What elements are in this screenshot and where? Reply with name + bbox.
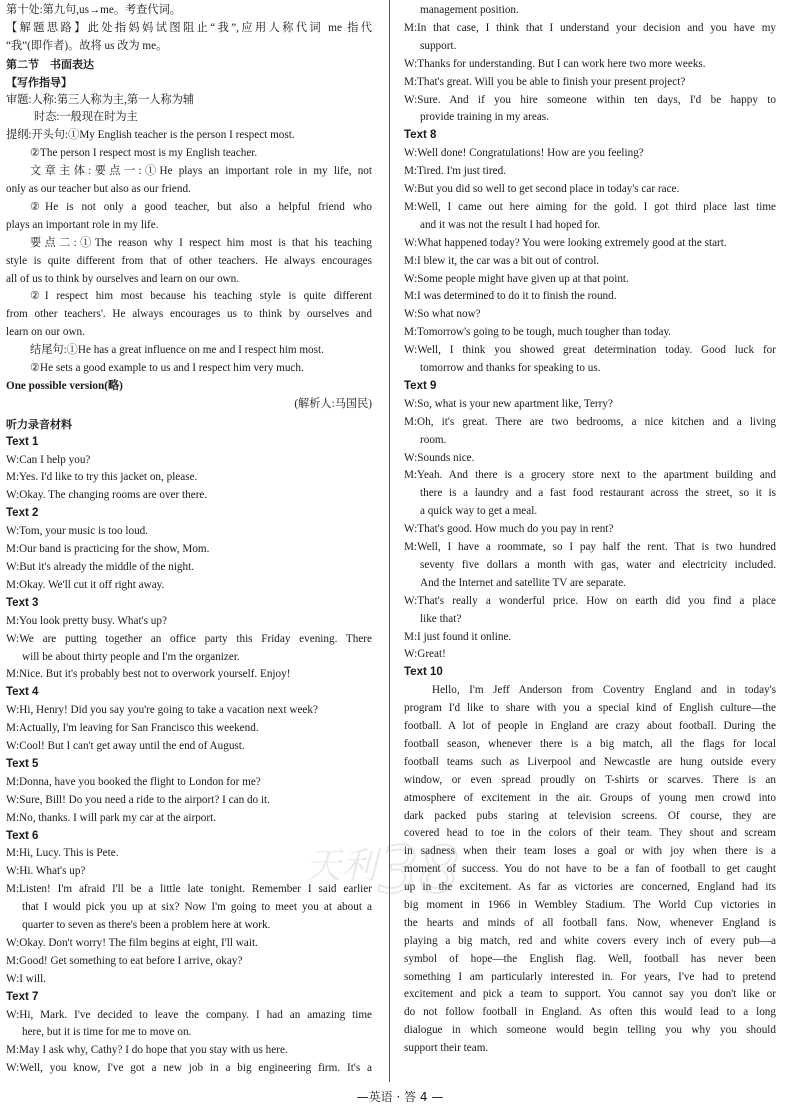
text-line: 审题:人称:第三人称为主,第一人称为辅 xyxy=(6,93,195,106)
text-line: excitement and pick a team to support. You cannot say you don't like or xyxy=(404,988,776,1001)
text-line: M:That's great. Will you be able to finish your present project? xyxy=(404,75,686,88)
text-line: in sadness when their team loses a goal or with joy when there is a xyxy=(404,845,776,858)
right-column xyxy=(404,2,776,1058)
section-heading: Text 8 xyxy=(404,129,437,142)
text-line: M:Actually, I'm leaving for San Francisco this weekend. xyxy=(6,722,259,735)
text-line: M:May I ask why, Cathy? I do hope that you stay with us here. xyxy=(6,1044,288,1057)
text-line: W:That's really a wonderful price. How on earth did you find a place xyxy=(404,594,776,607)
text-line: here, but it is time for me to move on. xyxy=(22,1026,192,1039)
text-line: M:In that case, I think that I understand your decision and you have my xyxy=(404,21,776,34)
text-line: W:So what now? xyxy=(404,308,481,321)
text-line: W:Okay. The changing rooms are over there. xyxy=(6,489,208,502)
section-heading: 听力录音材料 xyxy=(6,417,72,431)
text-line: W:Hi, Mark. I've decided to leave the company. I had an amazing time xyxy=(6,1008,372,1021)
text-line: style is quite different from that of other teachers. He always encourages xyxy=(6,254,372,267)
section-heading: Text 5 xyxy=(6,757,39,770)
text-line: that I would pick you up at six? Now I'm going to meet you at about a xyxy=(22,901,372,914)
text-line: from other teachers'. He always encourages us to think by ourselves and xyxy=(6,308,372,321)
section-heading: Text 2 xyxy=(6,507,39,520)
text-line: M:Oh, it's great. There are two bedrooms, a nice kitchen and a living xyxy=(404,415,776,428)
text-line: atmosphere of excitement in the air. Groups of young men crowd into xyxy=(404,791,776,804)
text-line: M:Listen! I'm afraid I'll be a little late tonight. Remember I said earlier xyxy=(6,883,372,896)
text-line: up in the excitement. As far as victories are concerned, England had its xyxy=(404,881,776,894)
section-heading: 【写作指导】 xyxy=(6,75,72,89)
section-heading: Text 3 xyxy=(6,596,39,609)
text-line: 结尾句:①He has a great influence on me and I respect him most. xyxy=(30,344,324,357)
left-column xyxy=(6,2,372,1078)
text-line: do not follow football in England. As often this would lead to a long xyxy=(404,1006,776,1019)
text-line: W:Thanks for understanding. But I can work here two more weeks. xyxy=(404,57,706,70)
text-line: only as our teacher but also as our friend. xyxy=(6,183,191,196)
section-heading: Text 6 xyxy=(6,829,39,842)
text-line: M:Okay. We'll cut it off right away. xyxy=(6,578,165,591)
text-line: 时态:一般现在时为主 xyxy=(34,111,138,124)
text-line: ②The person I respect most is my English teacher. xyxy=(30,147,258,160)
text-line: ②He sets a good example to us and I respect him very much. xyxy=(30,362,304,375)
text-line: learn on our own. xyxy=(6,326,85,339)
text-line: (解析人:马国民) xyxy=(294,397,372,410)
section-heading: Text 9 xyxy=(404,379,437,392)
text-line: support. xyxy=(420,39,457,52)
text-line: 文章主体:要点一:①He plays an important role in my life, not xyxy=(30,165,372,178)
text-line: W:That's good. How much do you pay in rent? xyxy=(404,523,614,536)
text-line: plays an important role in my life. xyxy=(6,218,159,231)
text-line: M:I was determined to do it to finish the round. xyxy=(404,290,617,303)
section-heading: Text 10 xyxy=(404,666,443,679)
text-line: W:I will. xyxy=(6,972,46,985)
section-heading: Text 4 xyxy=(6,686,39,699)
text-line: W:But it's already the middle of the night. xyxy=(6,560,195,573)
text-line: W:Sure, Bill! Do you need a ride to the airport? I can do it. xyxy=(6,793,270,806)
text-line: M:Well, I have a roommate, so I pay half the rent. That is two hundred xyxy=(404,541,776,554)
text-line: M:Hi, Lucy. This is Pete. xyxy=(6,847,119,860)
text-line: M:I blew it, the car was a bit out of control. xyxy=(404,254,600,267)
text-line: W:But you did so well to get second place in today's car race. xyxy=(404,183,680,196)
text-line: W:What happened today? You were looking extremely good at the start. xyxy=(404,236,727,249)
text-line: 【解题思路】此处指妈妈试图阻止“我”,应用人称代词 me 指代 xyxy=(6,21,372,34)
watermark-text: 天利 xyxy=(305,846,378,887)
text-line: M:Well, I came out here aiming for the gold. I got third place last time xyxy=(404,200,776,213)
text-line: 要点二:①The reason why I respect him most is that his teaching xyxy=(30,236,372,249)
text-line: something I am particularly interested in. For years, I've had to pretend xyxy=(404,970,776,983)
text-line: all of us to think by ourselves and learn on our own. xyxy=(6,272,240,285)
text-line: playing a big match, red and white covers every inch of every pub—a xyxy=(404,934,776,947)
text-line: management position. xyxy=(420,4,519,16)
text-line: M:Nice. But it's probably best not to overwork yourself. Enjoy! xyxy=(6,668,291,681)
text-line: W:Sounds nice. xyxy=(404,451,475,464)
text-line: provide training in my areas. xyxy=(420,111,549,124)
text-line: and it was not the result I had hoped for. xyxy=(420,218,601,231)
text-line: room. xyxy=(420,433,447,446)
text-line: window, or even spread proudly on T-shirts or scarves. There is an xyxy=(404,773,776,786)
text-line: ②I respect him most because his teaching style is quite different xyxy=(30,290,372,303)
text-line: W:Hi, Henry! Did you say you're going to take a vacation next week? xyxy=(6,704,318,717)
text-line: covered head to toe in the colors of their team. They shout and scream xyxy=(404,827,776,840)
page-footer: —英语 · 答 4 — xyxy=(356,1090,444,1104)
text-line: W:Sure. And if you hire someone within ten days, I'd be happy to xyxy=(404,93,776,106)
text-line: W:Okay. Don't worry! The film begins at eight, I'll wait. xyxy=(6,936,258,949)
text-line: M:You look pretty busy. What's up? xyxy=(6,614,167,627)
text-line: moment of success. You do not have to be a fan of football to get caught xyxy=(404,863,776,876)
text-line: support their team. xyxy=(404,1042,489,1055)
text-line: program I'd like to share with you a special kind of English culture—the xyxy=(404,702,776,715)
text-line: 第十处:第九句,us→me。考查代词。 xyxy=(6,4,181,16)
text-line: big moment in 1966 in Wembley Stadium. The World Cup victories in xyxy=(404,898,776,911)
text-line: the hearts and minds of all football fans. Now, whenever England is xyxy=(404,916,776,929)
text-line: seventy five dollars a month with gas, water and electricity included. xyxy=(420,558,776,571)
text-line: Hello, I'm Jeff Anderson from Coventry England and in today's xyxy=(432,684,776,697)
text-line: W:Some people might have given up at that point. xyxy=(404,272,629,285)
text-line: W:Well, I think you showed great determination today. Good luck for xyxy=(404,344,776,357)
text-line: M:Yeah. And there is a grocery store next to the apartment building and xyxy=(404,469,776,482)
text-line: M:I just found it online. xyxy=(404,630,512,643)
text-line: will be about thirty people and I'm the organizer. xyxy=(22,650,240,663)
text-line: football teams such as Liverpool and Newcastle are hung outside every xyxy=(404,755,776,768)
text-line: W:Hi. What's up? xyxy=(6,865,86,878)
text-line: 提纲:开头句:①My English teacher is the person I respect most. xyxy=(6,129,295,142)
text-line: W:Great! xyxy=(404,648,446,661)
text-line: W:Well, you know, I've got a new job in a big engineering firm. It's a xyxy=(6,1062,372,1075)
text-line: W:Cool! But I can't get away until the end of August. xyxy=(6,740,245,753)
text-line: M:Our band is practicing for the show, Mom. xyxy=(6,543,210,556)
text-line: And the Internet and satellite TV are separate. xyxy=(420,576,626,589)
text-line: M:Tired. I'm just tired. xyxy=(404,165,506,178)
text-line: football season, whenever there is a big match, all the flags for local xyxy=(404,737,776,750)
section-heading: Text 1 xyxy=(6,435,39,448)
text-line: W:We are putting together an office party this Friday evening. There xyxy=(6,632,372,645)
text-line: football. A lot of people in England are crazy about football. During the xyxy=(404,720,776,733)
text-line: a quick way to get a meal. xyxy=(420,505,538,518)
section-heading: Text 7 xyxy=(6,990,39,1003)
watermark-number: 38 xyxy=(378,834,460,908)
text-line: there is a laundry and a fast food restaurant across the street, so it is xyxy=(420,487,776,500)
text-line: “我”(即作者)。故将 us 改为 me。 xyxy=(6,39,168,52)
text-line: ②He is not only a good teacher, but also a helpful friend who xyxy=(30,200,372,213)
text-line: tomorrow and thanks for speaking to us. xyxy=(420,362,601,375)
text-line: W:Tom, your music is too loud. xyxy=(6,525,149,538)
section-heading: 第二节 书面表达 xyxy=(6,57,94,71)
text-line: dialogue in which someone would begin telling you why you should xyxy=(404,1024,776,1037)
text-line: One possible version(略) xyxy=(6,379,123,392)
text-line: quarter to seven as there's been a problem here at work. xyxy=(22,919,271,932)
text-line: M:Donna, have you booked the flight to London for me? xyxy=(6,775,261,788)
text-line: W:So, what is your new apartment like, Terry? xyxy=(404,397,613,410)
text-line: dark packed pubs staring at television screens. Of course, they are xyxy=(404,809,776,822)
text-line: symbol of hope—the English flag. Well, football has never been xyxy=(404,952,776,965)
text-line: W:Can I help you? xyxy=(6,453,91,466)
text-line: M:Yes. I'd like to try this jacket on, please. xyxy=(6,471,198,484)
column-divider xyxy=(389,0,390,1082)
text-line: M:No, thanks. I will park my car at the airport. xyxy=(6,811,217,824)
text-line: M:Tomorrow's going to be tough, much tougher than today. xyxy=(404,326,672,339)
text-line: like that? xyxy=(420,612,462,625)
text-line: W:Well done! Congratulations! How are you feeling? xyxy=(404,147,644,160)
text-line: M:Good! Get something to eat before I arrive, okay? xyxy=(6,954,243,967)
